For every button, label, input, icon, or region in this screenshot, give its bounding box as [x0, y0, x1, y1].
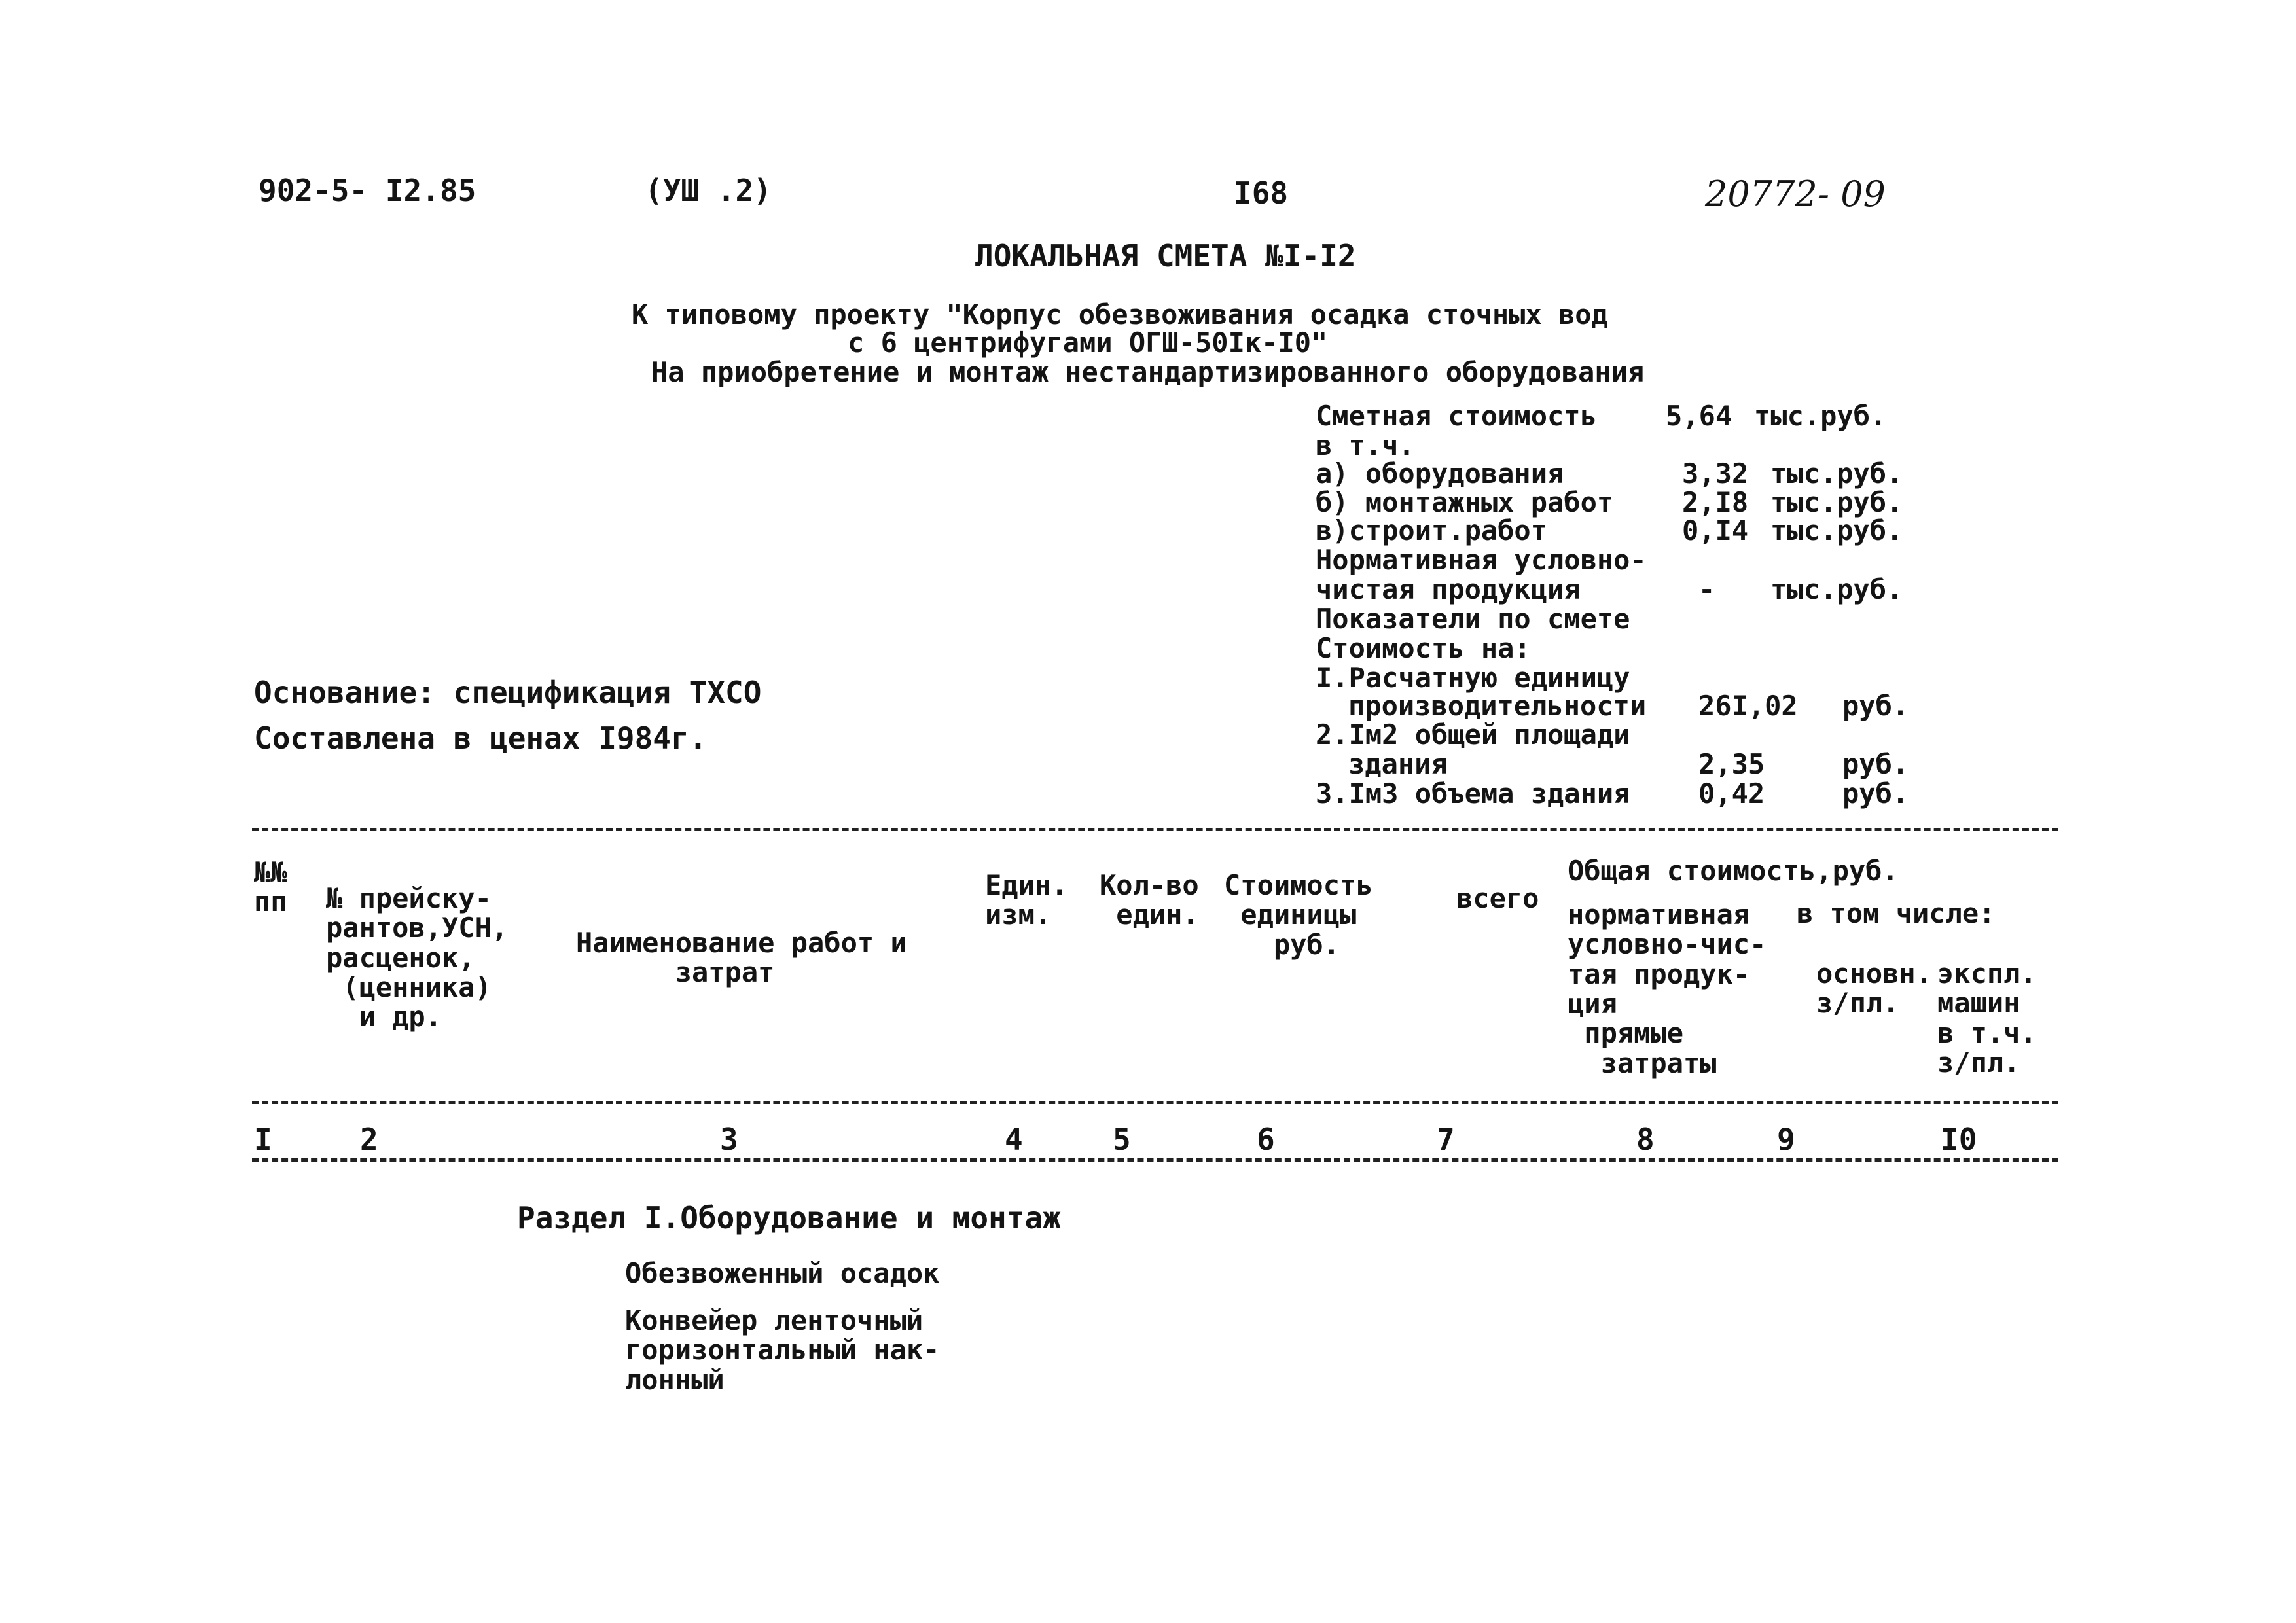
norm-value: -: [1698, 573, 1715, 605]
installation-label: б) монтажных работ: [1316, 486, 1614, 518]
album-number: (УШ .2): [645, 173, 772, 208]
column-number: I0: [1941, 1122, 1977, 1157]
column-number: 7: [1437, 1122, 1455, 1157]
subtitle-line-3: На приобретение и монтаж нестандартизированного оборудования: [651, 356, 1645, 388]
col-header-unit-cost: Стоимость единицы руб.: [1224, 869, 1373, 961]
unit2-label-1: 2.Iм2 общей площади: [1316, 719, 1630, 751]
norm-unit: тыс.руб.: [1770, 573, 1903, 605]
col-header-norm-product: нормативная условно-чис- тая продук- ция прямые затраты: [1568, 899, 1767, 1079]
unit3-value: 0,42: [1698, 777, 1765, 810]
col-header-quantity: Кол-во един.: [1100, 869, 1199, 931]
unit1-unit: руб.: [1842, 690, 1909, 722]
group-title: Обезвоженный осадок: [625, 1257, 940, 1289]
col-header-total-cost: Общая стоимость,руб.: [1568, 855, 1899, 887]
equipment-value: 3,32: [1682, 457, 1749, 490]
col-header-unit: Един. изм.: [985, 869, 1068, 931]
column-number: 5: [1113, 1122, 1131, 1157]
basis-note: Основание: спецификация ТХСО: [254, 675, 762, 710]
indicators-label: Показатели по смете: [1316, 603, 1630, 635]
norm-label-2: чистая продукция: [1316, 573, 1581, 605]
unit1-value: 26I,02: [1698, 690, 1798, 722]
unit2-value: 2,35: [1698, 748, 1765, 780]
doc-code: 902-5- I2.85: [259, 173, 476, 208]
table-divider-bottom: [252, 1158, 2058, 1162]
table-divider-middle: [252, 1101, 2058, 1104]
construction-value: 0,I4: [1682, 514, 1749, 546]
item-description: Конвейер ленточный горизонтальный нак- лонный: [625, 1304, 940, 1396]
unit3-label: 3.Iм3 объема здания: [1316, 777, 1630, 810]
col-header-base-wage: основн. з/пл.: [1816, 957, 1933, 1020]
incl-label: в т.ч.: [1316, 429, 1415, 461]
table-divider-top: [252, 828, 2058, 831]
subtitle-line-1: К типовому проекту "Корпус обезвоживания осадка сточных вод: [632, 298, 1608, 330]
unit1-label-1: I.Расчатную единицу: [1316, 662, 1630, 694]
col-header-number: №№ пп: [254, 856, 287, 918]
section-title: Раздел I.Оборудование и монтаж: [517, 1200, 1061, 1236]
unit2-label-2: здания: [1348, 748, 1448, 780]
inventory-number: 20772- 09: [1705, 173, 1886, 215]
column-number: I: [254, 1122, 272, 1157]
col-header-pricelist: № прейску- рантов,УСН, расценок, (ценника) и др.: [326, 882, 509, 1033]
cost-unit: тыс.руб.: [1754, 400, 1887, 432]
installation-value: 2,I8: [1682, 486, 1749, 518]
norm-label-1: Нормативная условно-: [1316, 544, 1647, 576]
subtitle-line-2: с 6 центрифугами ОГШ-50Iк-I0": [848, 327, 1328, 359]
construction-unit: тыс.руб.: [1770, 514, 1903, 546]
col-header-incl: в том числе:: [1797, 897, 1996, 929]
column-number: 2: [360, 1122, 378, 1157]
unit3-unit: руб.: [1842, 777, 1909, 810]
equipment-label: а) оборудования: [1316, 457, 1564, 490]
cost-per-label: Стоимость на:: [1316, 632, 1531, 664]
cost-value: 5,64: [1666, 400, 1732, 432]
unit1-label-2: производительности: [1348, 690, 1647, 722]
column-number: 4: [1005, 1122, 1023, 1157]
column-number: 8: [1636, 1122, 1655, 1157]
page-title: ЛОКАЛЬНАЯ СМЕТА №I-I2: [975, 238, 1356, 274]
cost-label: Сметная стоимость: [1316, 400, 1597, 432]
column-number: 6: [1257, 1122, 1275, 1157]
installation-unit: тыс.руб.: [1770, 486, 1903, 518]
col-header-machines: экспл. машин в т.ч. з/пл.: [1937, 957, 2037, 1079]
column-number: 9: [1777, 1122, 1795, 1157]
equipment-unit: тыс.руб.: [1770, 457, 1903, 490]
page-number: I68: [1234, 175, 1289, 211]
unit2-unit: руб.: [1842, 748, 1909, 780]
prices-note: Составлена в ценах I984г.: [254, 721, 708, 756]
col-header-name: Наименование работ и затрат: [576, 927, 907, 989]
col-header-total: всего: [1456, 882, 1539, 914]
construction-label: в)строит.работ: [1316, 514, 1548, 546]
column-number: 3: [720, 1122, 738, 1157]
